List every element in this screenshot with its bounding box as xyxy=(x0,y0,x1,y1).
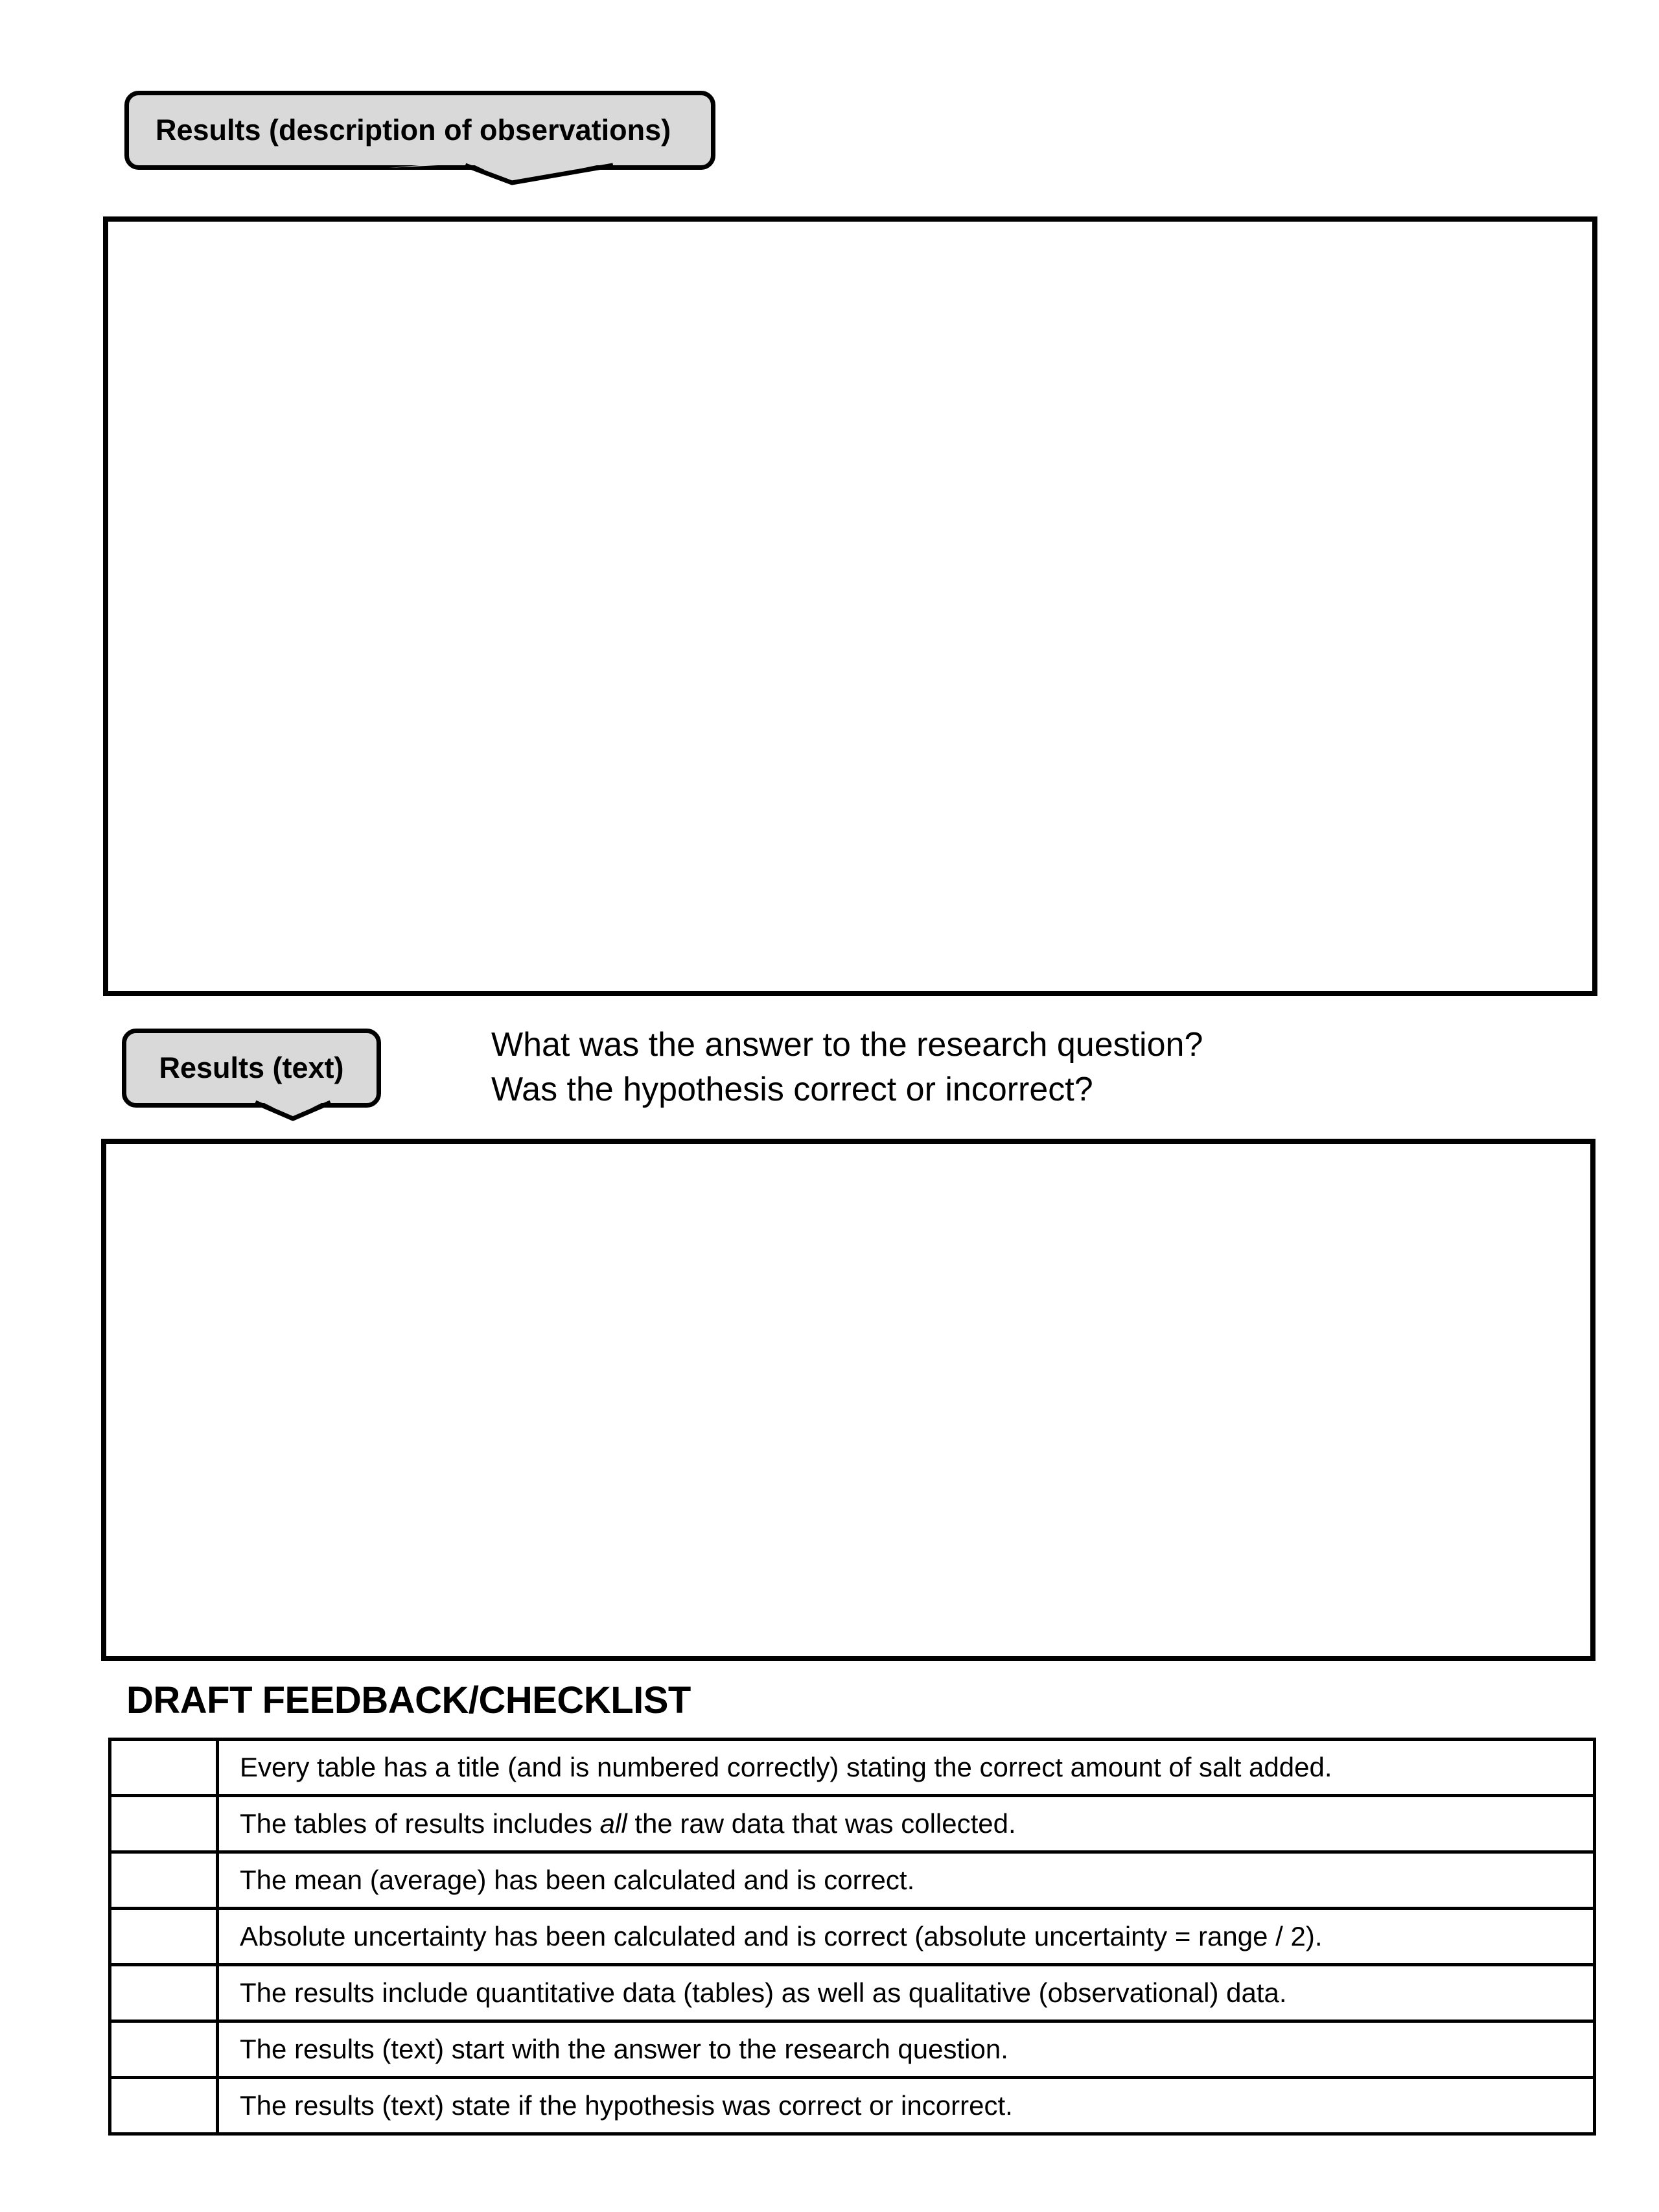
checklist-item-text xyxy=(218,1852,1595,1909)
checklist-row xyxy=(110,2021,1595,2078)
results-observations-label xyxy=(124,91,715,170)
checklist-item-label: The tables of results includes xyxy=(240,1808,600,1839)
checklist-row xyxy=(110,1965,1595,2021)
checklist-checkbox[interactable] xyxy=(110,1909,218,1965)
results-observations-label-pointer xyxy=(389,161,648,194)
checklist-item-emphasis: all xyxy=(599,1808,627,1839)
checklist-checkbox[interactable] xyxy=(110,2021,218,2078)
results-text-prompt xyxy=(491,1023,1203,1112)
checklist-checkbox[interactable] xyxy=(110,1965,218,2021)
checklist-checkbox[interactable] xyxy=(110,1796,218,1852)
checklist-item-label: Every table has a title (and is numbered correctly) stating the correct amount of salt added. xyxy=(240,1752,1332,1782)
results-observations-label-text: Results (description of observations) xyxy=(156,113,671,146)
results-observations-answer-box[interactable] xyxy=(103,216,1597,996)
checklist-row xyxy=(110,1796,1595,1852)
checklist-title: DRAFT FEEDBACK/CHECKLIST xyxy=(126,1679,691,1721)
checklist-checkbox[interactable] xyxy=(110,2078,218,2134)
results-text-answer-box[interactable] xyxy=(101,1139,1595,1661)
results-text-label-pointer xyxy=(233,1099,350,1125)
checklist-item-label: The results (text) start with the answer to the research question. xyxy=(240,2034,1008,2064)
checklist-item-label: The results (text) state if the hypothesis was correct or incorrect. xyxy=(240,2090,1013,2121)
research-question-prompt: What was the answer to the research question? xyxy=(491,1026,1203,1064)
checklist-item-label: the raw data that was collected. xyxy=(627,1808,1016,1839)
hypothesis-prompt: Was the hypothesis correct or incorrect? xyxy=(491,1071,1093,1108)
checklist-row xyxy=(110,1909,1595,1965)
checklist-item-text xyxy=(218,1965,1595,2021)
checklist-item-text xyxy=(218,2078,1595,2134)
checklist-item-text xyxy=(218,1740,1595,1796)
checklist-item-text xyxy=(218,1909,1595,1965)
checklist-checkbox[interactable] xyxy=(110,1740,218,1796)
checklist-row xyxy=(110,2078,1595,2134)
checklist-row xyxy=(110,1852,1595,1909)
results-text-label xyxy=(122,1029,381,1108)
checklist-checkbox[interactable] xyxy=(110,1852,218,1909)
checklist-item-label: Absolute uncertainty has been calculated and is correct (absolute uncertainty = range / 2). xyxy=(240,1921,1323,1951)
checklist-item-text xyxy=(218,2021,1595,2078)
checklist-row xyxy=(110,1740,1595,1796)
checklist-item-text xyxy=(218,1796,1595,1852)
results-text-label-text: Results (text) xyxy=(159,1051,344,1084)
checklist-item-label: The results include quantitative data (tables) as well as qualitative (observational) data. xyxy=(240,1977,1287,2008)
checklist-table xyxy=(108,1738,1596,2136)
checklist-item-label: The mean (average) has been calculated and is correct. xyxy=(240,1865,915,1895)
